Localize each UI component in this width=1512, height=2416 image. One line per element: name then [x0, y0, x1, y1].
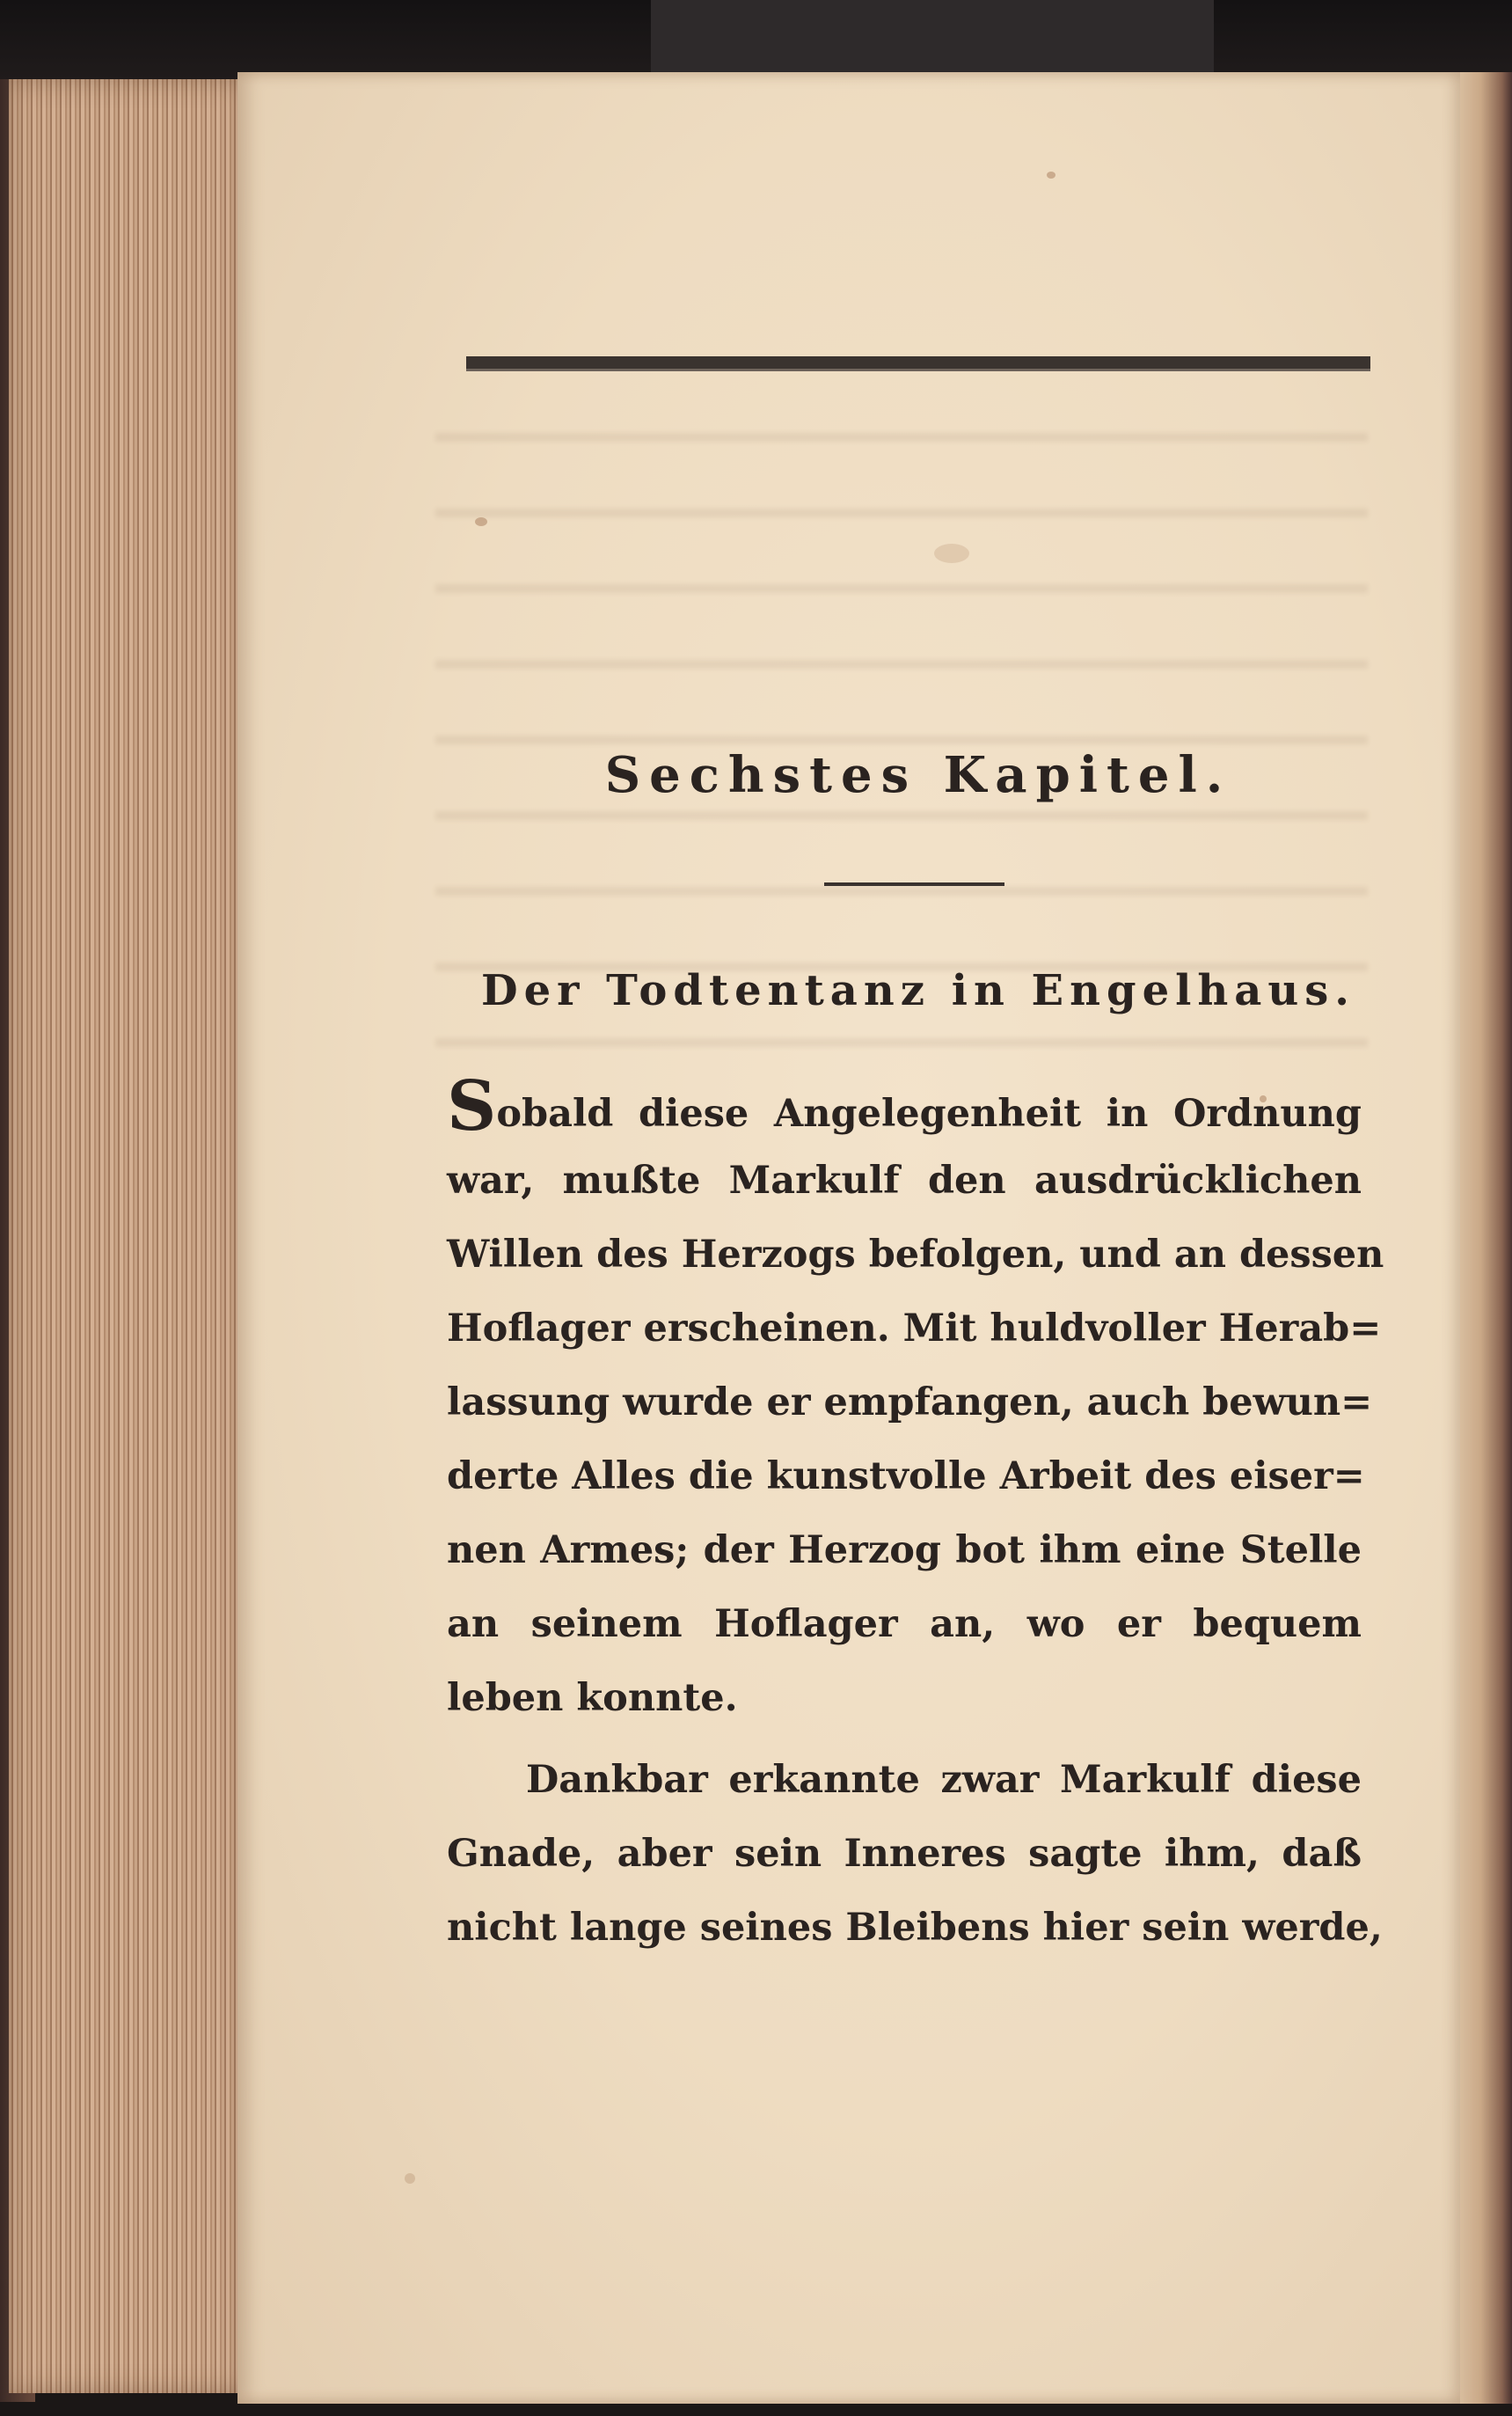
chapter-subtitle: Der Todtentanz in Engelhaus. [481, 966, 1355, 1015]
paragraph-line: Sobald diese Angelegenheit in Ordnung [447, 1066, 1362, 1146]
header-rule [466, 356, 1370, 371]
paragraph-line: Hoflager erscheinen. Mit huldvoller Herab= [447, 1307, 1382, 1351]
title-separator [824, 882, 1004, 886]
paragraph-line: war, mußte Markulf den ausdrücklichen [447, 1159, 1362, 1203]
paragraph-line: derte Alles die kunstvolle Arbeit des eiser= [447, 1454, 1365, 1498]
paragraph-line: Gnade, aber sein Inneres sagte ihm, daß [447, 1832, 1362, 1876]
paragraph-line: leben konnte. [447, 1676, 738, 1720]
paper-speck [475, 517, 487, 526]
page-stack-edges [9, 79, 246, 2393]
paragraph-line: Dankbar erkannte zwar Markulf diese [526, 1758, 1362, 1802]
paper-stain [934, 544, 969, 563]
paragraph-line: lassung wurde er empfangen, auch bewun= [447, 1380, 1373, 1424]
paragraph-line: nicht lange seines Bleibens hier sein werde, [447, 1906, 1383, 1950]
paragraph-line: Willen des Herzogs befolgen, und an dessen [447, 1233, 1384, 1277]
backdrop-panel [651, 0, 1214, 79]
drop-cap: S [447, 1066, 497, 1146]
book-spine-fold [1460, 72, 1512, 2404]
paragraph-line: an seinem Hoflager an, wo er bequem [447, 1602, 1362, 1646]
paper-speck [405, 2173, 415, 2184]
paragraph-line: nen Armes; der Herzog bot ihm eine Stelle [447, 1528, 1362, 1572]
chapter-title: Sechstes Kapitel. [604, 746, 1232, 804]
paper-speck [1047, 172, 1055, 179]
